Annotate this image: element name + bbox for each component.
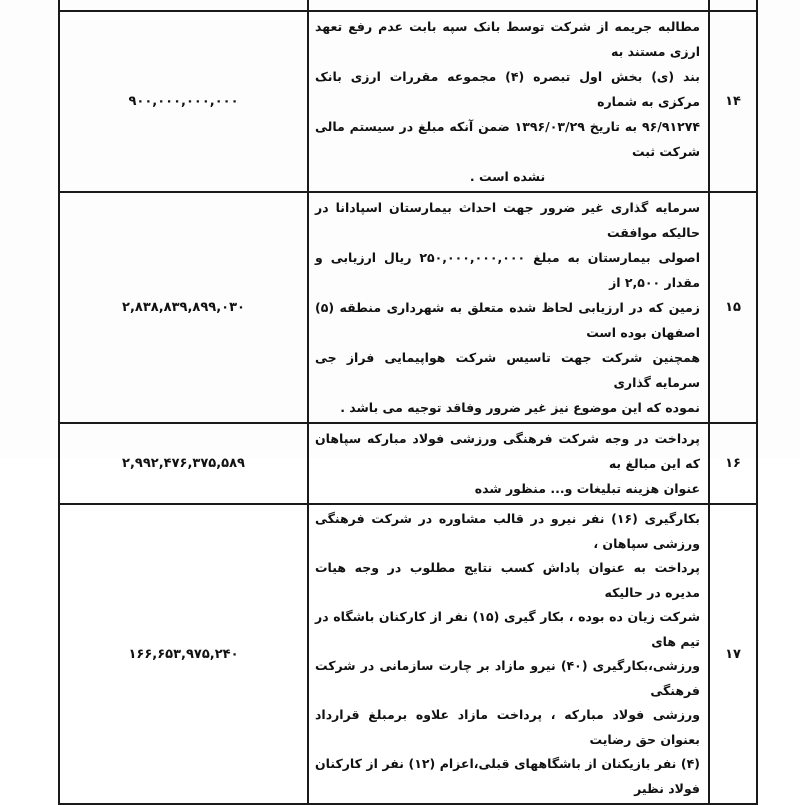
- description-line: عنوان هزینه تبلیغات و... منظور شده: [474, 481, 700, 496]
- description-line: نموده که این موضوع نیز غیر ضرور وفاقد توجیه می باشد .: [340, 400, 700, 415]
- table-row: [59, 504, 757, 804]
- description-cell: [308, 0, 709, 11]
- row-number: ۱۵: [709, 192, 757, 423]
- description-line: زمین که در ارزیابی لحاظ شده متعلق به شهرداری منطقه (۵) اصفهان بوده است: [315, 300, 700, 340]
- description-line: ۹۶/۹۱۲۷۴ به تاریخ ۱۳۹۶/۰۳/۲۹ ضمن آنکه مبلغ در سیستم مالی شرکت ثبت: [315, 119, 700, 159]
- row-description: [308, 11, 709, 192]
- description-line: بند (ی) بخش اول تبصره (۴) مجموعه مقررات ارزی بانک مرکزی به شماره: [315, 69, 700, 109]
- table-row: [59, 192, 757, 423]
- description-line: ورزشی،بکارگیری (۴۰) نیرو مازاد بر چارت سازمانی در شرکت فرهنگی: [315, 658, 700, 698]
- findings-table: [58, 0, 758, 805]
- description-line: ورزشی فولاد مبارکه ، پرداخت مازاد علاوه برمبلغ قرارداد بعنوان حق رضایت: [315, 707, 700, 747]
- row-description: [308, 423, 709, 504]
- row-amount: ۹۰۰,۰۰۰,۰۰۰,۰۰۰: [59, 11, 308, 192]
- description-line: پرداخت در وجه شرکت فرهنگی ورزشی فولاد مبارکه سپاهان که این مبالغ به: [315, 431, 700, 471]
- row-amount: ۱۶۶,۶۵۳,۹۷۵,۲۴۰: [59, 504, 308, 804]
- description-line: مطالبه جریمه از شرکت توسط بانک سپه بابت عدم رفع تعهد ارزی مستند به: [315, 19, 700, 59]
- description-line: (۴) نفر بازیکنان از باشگاههای قبلی،اعزام (۱۲) نفر از کارکنان فولاد نظیر: [315, 756, 700, 796]
- row-amount: ۲,۹۹۲,۴۷۶,۳۷۵,۵۸۹: [59, 423, 308, 504]
- description-line: نشده است .: [469, 169, 546, 184]
- description-line: شرکت زیان ده بوده ، بکار گیری (۱۵) نفر از کارکنان باشگاه در تیم های: [315, 609, 700, 649]
- row-number: ۱۷: [709, 504, 757, 804]
- table-row-cut-top: [59, 0, 757, 11]
- table-row: [59, 423, 757, 504]
- row-number: ۱۴: [709, 11, 757, 192]
- row-amount: ۲,۸۳۸,۸۳۹,۸۹۹,۰۳۰: [59, 192, 308, 423]
- description-line: پرداخت به عنوان پاداش کسب نتایج مطلوب در وجه هیات مدیره در حالیکه: [315, 560, 700, 600]
- description-line: اصولی بیمارستان به مبلغ ۲۵۰,۰۰۰,۰۰۰,۰۰۰ ریال ارزیابی و مقدار ۲,۵۰۰ از: [315, 250, 700, 290]
- row-number-cell: [709, 0, 757, 11]
- description-line: سرمایه گذاری غیر ضرور جهت احداث بیمارستان اسپادانا در حالیکه موافقت: [315, 200, 700, 240]
- row-number: ۱۶: [709, 423, 757, 504]
- amount-cell: [59, 0, 308, 11]
- description-line: همچنین شرکت جهت تاسیس شرکت هواپیمایی فراز جی سرمایه گذاری: [315, 350, 700, 390]
- row-description: [308, 192, 709, 423]
- row-description: [308, 504, 709, 804]
- description-line: بکارگیری (۱۶) نفر نیرو در قالب مشاوره در شرکت فرهنگی ورزشی سپاهان ،: [315, 511, 700, 551]
- table-row: [59, 11, 757, 192]
